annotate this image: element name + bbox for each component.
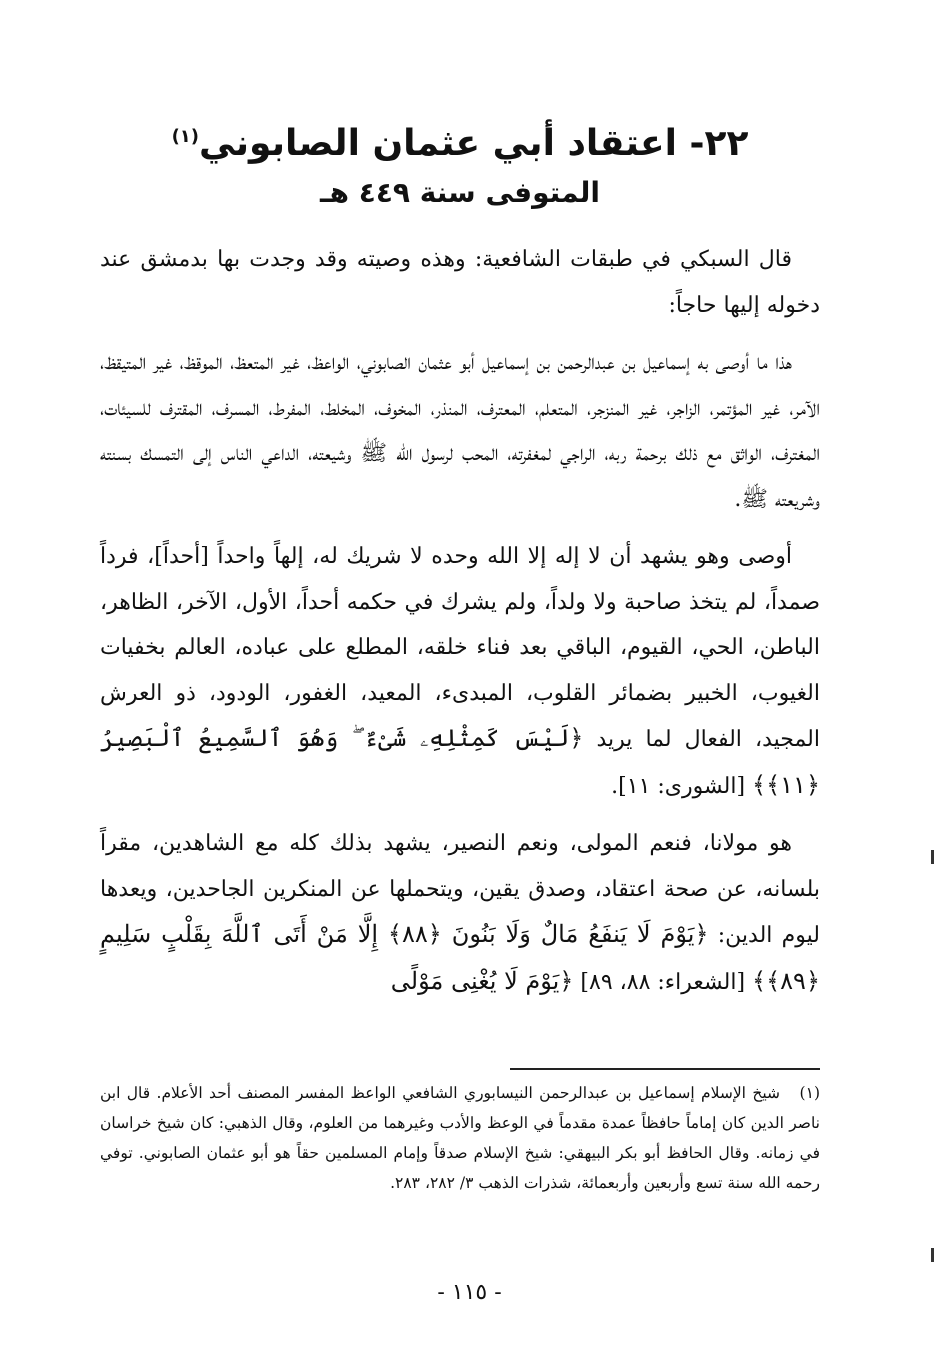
- title-text: ٢٢- اعتقاد أبي عثمان الصابوني: [199, 123, 749, 164]
- scan-artifact: [931, 850, 934, 864]
- paragraph-4: [100, 821, 820, 1005]
- quran-verse-shura: ﴿لَيْسَ كَمِثْلِهِۦ شَىْءٌ ۖ وَهُوَ ٱلسَّمِيعُ ٱلْبَصِيرُ ﴿١١﴾﴾: [100, 724, 820, 799]
- page-body: [100, 110, 820, 1017]
- page-number: - ١١٥ -: [437, 1280, 502, 1305]
- paragraph-3: [100, 534, 820, 809]
- scan-artifact: [931, 1248, 934, 1262]
- paragraph-2: هذا ما أوصى به إسماعيل بن عبدالرحمن بن إسماعيل أبو عثمان الصابوني، الواعظ، غير المتعظ، الموقظ، غير المتيقظ، الآمر، غير المؤتمر، الزاجر، غير المنزجر، المتعلم، المعترف، المنذر، المخوف، المخلط، المفرط، المسرف، المقترف للسيئات، المغترف، الواثق مع ذلك برحمة ربه، الراجي لمغفرته، المحب لرسول الله ﷺ وشيعته، الداعي الناس إلى التمسك بسنته وشريعته ﷺ.: [100, 350, 820, 512]
- title-footnote-marker: (١): [171, 126, 200, 147]
- footnote-text: شيخ الإسلام إسماعيل بن عبدالرحمن النيسابوري الشافعي الواعظ المفسر المصنف أحد الأعلام. قال ابن ناصر الدين كان إماماً حافظاً عمدة مقدماً في الوعظ والأدب وغيرهما من العلوم، وقال الذهبي: كان شيخ خراسان في زمانه. وقال الحافظ أبو بكر البيهقي: شيخ الإسلام صدقاً وإمام المسلمين حقاً هو أبو عثمان الصابوني. توفي رحمه الله سنة تسع وأربعين وأربعمائة، شذرات الذهب ٣/ ٢٨٢، ٢٨٣.: [100, 1084, 820, 1192]
- paragraph-3-text: أوصى وهو يشهد أن لا إله إلا الله وحده لا شريك له، إلهاً واحداً [أحداً]، فرداً صمداً، لم يتخذ صاحبة ولا ولداً، ولم يشرك في حكمه أحداً، الأول، الآخر، الظاهر، الباطن، الحي، القيوم، الباقي بعد فناء خلقه، المطلع على عباده، العالم بخفيات الغيوب، الخبير بضمائر القلوب، المبدىء، المعيد، الغفور، الودود، ذو العرش المجيد، الفعال لما يريد: [100, 544, 820, 752]
- page-subtitle: المتوفى سنة ٤٤٩ هـ: [320, 176, 600, 209]
- quran-reference-shura: [الشورى: ١١].: [611, 773, 746, 799]
- quran-reference-shuara: [الشعراء: ٨٨، ٨٩]: [580, 969, 746, 995]
- page-title: [100, 110, 820, 171]
- footnote-divider: [510, 1068, 820, 1070]
- quran-verse-shuara: ﴿يَوْمَ لَا يَنفَعُ مَالٌ وَلَا بَنُونَ ﴿٨٨﴾ إِلَّا مَنْ أَتَى ٱللَّهَ بِقَلْبٍ سَلِيمٍ ﴿٨٩﴾﴾: [100, 920, 820, 995]
- paragraph-4-text: هو مولانا، فنعم المولى، ونعم النصير، يشهد بذلك كله مع الشاهدين، مقراً بلسانه، عن صحة اعتقاد، وصدق يقين، ويتحملها عن المنكرين الجاحدين، ويعدها ليوم الدين:: [100, 831, 820, 948]
- paragraph-1: قال السبكي في طبقات الشافعية: وهذه وصيته وقد وجدت بها بدمشق عند دخوله إليها حاجاً:: [100, 247, 820, 318]
- quran-verse-continued: ﴿يَوْمَ لَا يُغْنِى مَوْلًى: [390, 966, 574, 995]
- footnote-number: (١): [799, 1084, 820, 1102]
- footnote: [100, 1078, 820, 1198]
